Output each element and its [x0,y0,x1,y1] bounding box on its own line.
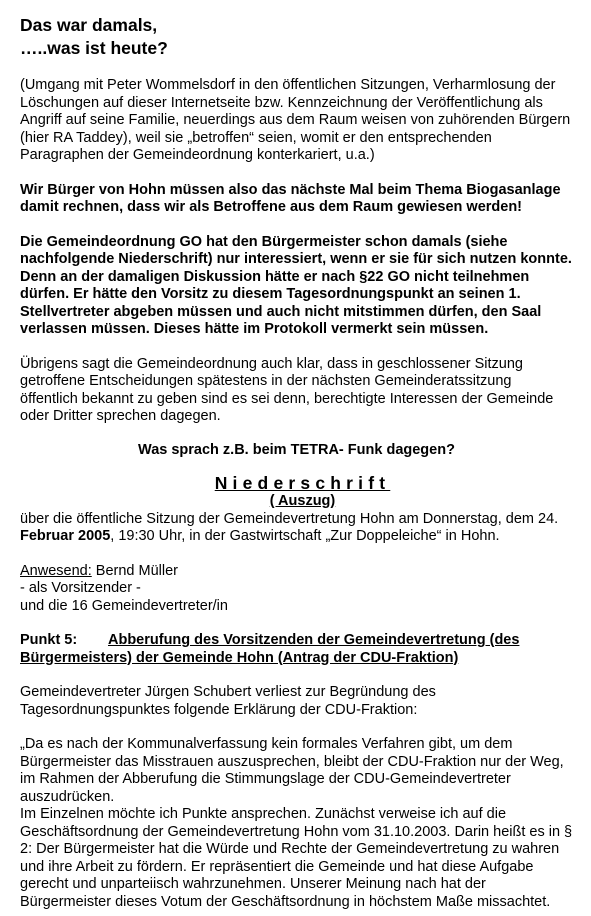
uebrigens-paragraph: Übrigens sagt die Gemeindeordnung auch klar, dass in geschlossener Sitzung getroffene Entscheidungen spätestens in der nächsten Gemeinderatssitzung öffentlich bekannt zu geben sind es sei denn, berechtigte Interessen der Gemeinde oder Dritter sprechen dagegen. [20,355,554,424]
niederschrift-heading: Niederschrift [214,473,391,493]
anwesend-label: Anwesend: [20,562,92,579]
anwesend-others: und die 16 Gemeindevertreter/in [20,597,228,614]
anwesend-block [20,563,573,616]
niederschrift-intro [20,511,573,546]
warning-paragraph: Wir Bürger von Hohn müssen also das nächste Mal beim Thema Biogasanlage damit rechnen, dass wir als Betroffene aus dem Raum gewiesen werden! [20,181,561,215]
punkt-label: Punkt 5: [20,632,78,648]
gemeindeordnung-paragraph: Die Gemeindeordnung GO hat den Bürgermeister schon damals (siehe nachfolgende Niederschrift) nur interessiert, wenn er sie für sich nutzen konnte. Denn an der damaligen Diskussion hätte er nach §22 GO nicht teilnehmen dürfen. Er hätte den Vorsitz zu diesem Tagesordnungspunkt an seinen 1. Stellvertreter abgeben müssen und auch nicht mitstimmen dürfen, den Saal verlassen müssen. Dieses hätte im Protokoll vermerkt sein müssen. [20,233,572,337]
title-line-1: Das war damals, [20,15,158,35]
title-line-2: …..was ist heute? [20,38,168,58]
quote-paragraph-1: „Da es nach der Kommunalverfassung kein formales Verfahren gibt, um dem Bürgermeister das Misstrauen auszusprechen, bleibt der CDU-Fraktion nur der Weg, im Rahmen der Abberufung die Stimmungslage der CDU-Gemeindevertreter auszudrücken. [20,736,564,805]
niederschrift-subheading: ( Auszug) [269,493,336,509]
tetra-question: Was sprach z.B. beim TETRA- Funk dagegen? [138,441,455,458]
schubert-paragraph: Gemeindevertreter Jürgen Schubert verliest zur Begründung des Tagesordnungspunktes folgende Erklärung der CDU-Fraktion: [20,684,436,718]
punkt-heading [20,632,573,667]
intro-text-a: über die öffentliche Sitzung der Gemeindevertretung Hohn am Donnerstag, dem 24. [20,510,559,527]
page-title [20,14,573,60]
punkt-text-2: Bürgermeisters) der Gemeinde Hohn (Antrag der CDU-Fraktion) [20,649,459,666]
anwesend-name: Bernd Müller [91,562,178,579]
quote-paragraph-2: Im Einzelnen möchte ich Punkte ansprechen. Zunächst verweise ich auf die Geschäftsordnung der Gemeindevertretung Hohn vom 31.10.2003. Darin heißt es in § 2: Der Bürgermeister hat die Würde und Rechte der Gemeindevertretung zu wahren und ihre Arbeit zu fördern. Er repräsentiert die Gemeinde und hat diese Aufgabe gerecht und unparteiisch wahrzunehmen. Unserer Meinung nach hat der Bürgermeister dieses Votum der Geschäftsordnung in höchstem Maße missachtet. [20,806,573,910]
intro-paragraph: (Umgang mit Peter Wommelsdorf in den öffentlichen Sitzungen, Verharmlosung der Löschungen auf dieser Internetseite bzw. Kennzeichnung der Veröffentlichung als Angriff auf seine Familie, neuerdings aus dem Raum weisen von zuhörenden Bürgern (hier RA Taddey), weil sie „betroffen“ seien, womit er den entsprechenden Paragraphen der Gemeindeordnung konterkariert, u.a.) [20,77,571,163]
anwesend-line [20,563,573,581]
punkt-line-1 [20,632,573,650]
intro-date: Februar 2005 [20,528,111,544]
anwesend-role: - als Vorsitzender - [20,580,141,596]
punkt-text-1: Abberufung des Vorsitzenden der Gemeindevertretung (des [108,632,520,648]
intro-text-b: , 19:30 Uhr, in der Gastwirtschaft „Zur Doppeleiche“ in Hohn. [110,528,500,544]
